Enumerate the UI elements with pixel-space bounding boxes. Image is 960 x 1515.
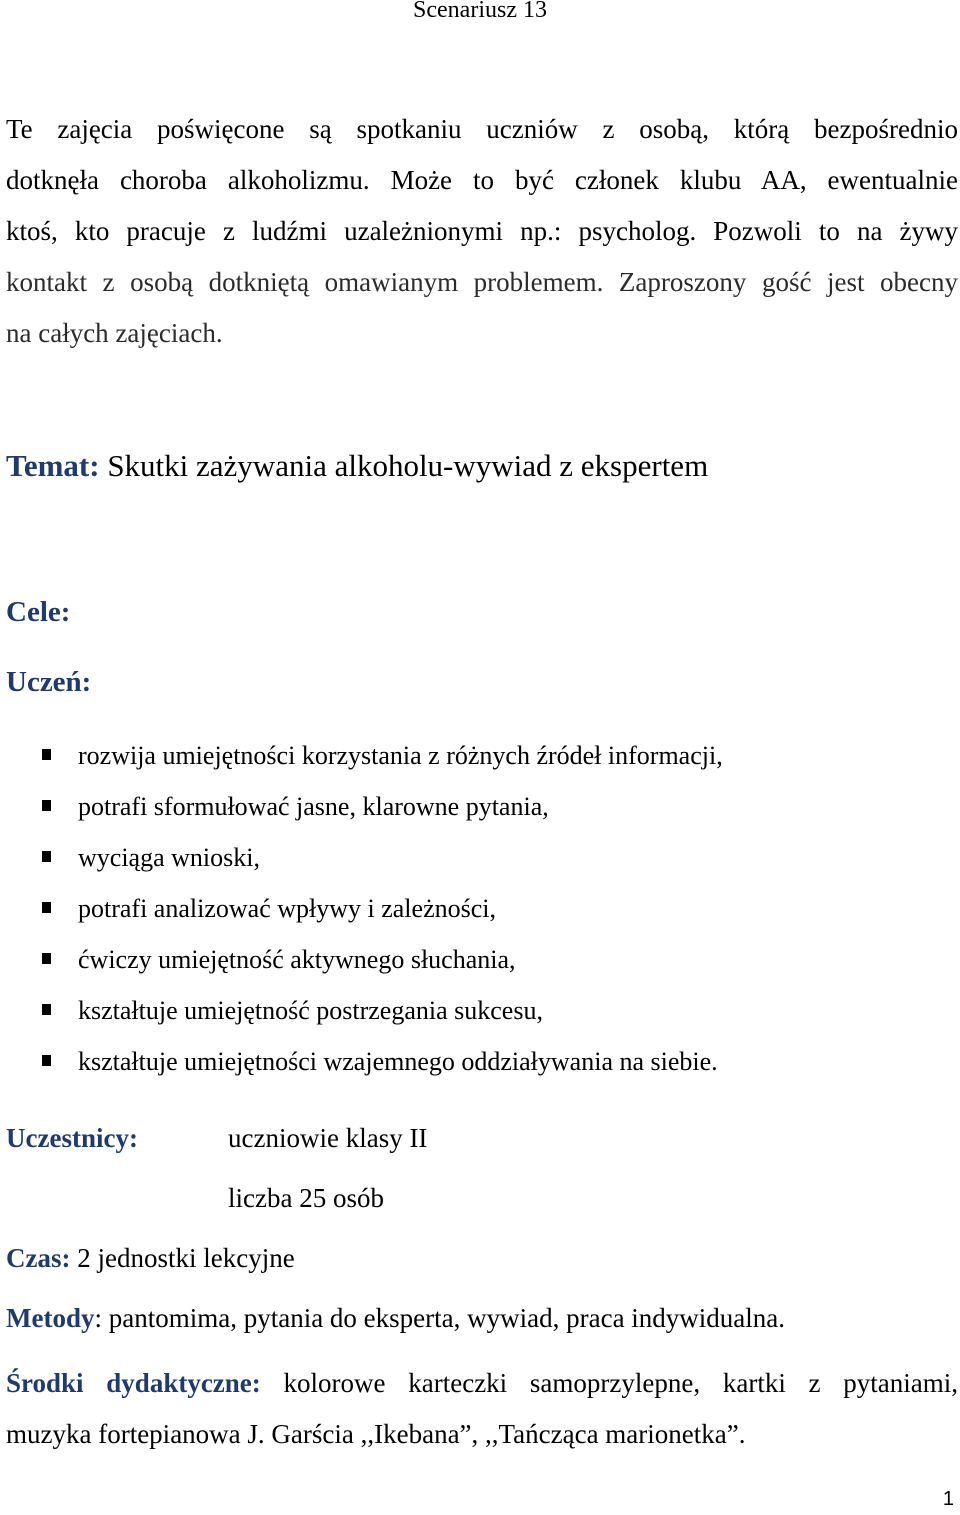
resources-line: muzyka fortepianowa J. Garścia ,,Ikebana”, ,,Tańcząca marionetka”. bbox=[6, 1419, 746, 1449]
list-item: wyciąga wnioski, bbox=[40, 832, 723, 883]
methods-text: : pantomima, pytania do eksperta, wywiad, praca indywidualna. bbox=[94, 1303, 786, 1333]
page-header: Scenariusz 13 bbox=[413, 0, 547, 23]
goals-list bbox=[40, 730, 723, 1087]
list-item: potrafi analizować wpływy i zależności, bbox=[40, 883, 723, 934]
participants-class: uczniowie klasy II bbox=[228, 1123, 428, 1153]
intro-line: ktoś, kto pracuje z ludźmi uzależnionymi np.: psycholog. Pozwoli to na żywy bbox=[6, 216, 958, 246]
intro-line: dotknęła choroba alkoholizmu. Może to być członek klubu AA, ewentualnie bbox=[6, 165, 958, 195]
bullet-icon bbox=[42, 800, 51, 811]
topic-text: Skutki zażywania alkoholu-wywiad z ekspertem bbox=[99, 448, 709, 483]
methods-label: Metody bbox=[6, 1303, 95, 1333]
topic bbox=[6, 444, 708, 488]
resources-label: Środki dydaktyczne: bbox=[6, 1368, 261, 1398]
bullet-icon bbox=[42, 1004, 51, 1015]
participants-label: Uczestnicy: bbox=[6, 1123, 138, 1153]
list-item: kształtuje umiejętność postrzegania sukcesu, bbox=[40, 985, 723, 1036]
time-text: 2 jednostki lekcyjne bbox=[70, 1243, 295, 1273]
resources-paragraph bbox=[6, 1358, 958, 1460]
bullet-icon bbox=[42, 1055, 51, 1066]
participants-label-row bbox=[6, 1118, 138, 1158]
intro-line: na całych zajęciach. bbox=[6, 318, 223, 348]
list-item: ćwiczy umiejętność aktywnego słuchania, bbox=[40, 934, 723, 985]
intro-line: Te zajęcia poświęcone są spotkaniu uczniów z osobą, którą bezpośrednio bbox=[6, 114, 958, 144]
list-item: potrafi sformułować jasne, klarowne pytania, bbox=[40, 781, 723, 832]
bullet-icon bbox=[42, 749, 51, 760]
page-number: 1 bbox=[942, 1488, 954, 1510]
student-label: Uczeń: bbox=[6, 666, 92, 698]
time-row bbox=[6, 1238, 295, 1278]
bullet-icon bbox=[42, 902, 51, 913]
list-item: rozwija umiejętności korzystania z różnych źródeł informacji, bbox=[40, 730, 723, 781]
participants-count: liczba 25 osób bbox=[228, 1183, 384, 1213]
goals-label: Cele: bbox=[6, 596, 71, 628]
bullet-icon bbox=[42, 851, 51, 862]
time-label: Czas: bbox=[6, 1243, 71, 1273]
intro-paragraph bbox=[6, 104, 958, 359]
bullet-icon bbox=[42, 953, 51, 964]
list-item: kształtuje umiejętności wzajemnego oddziaływania na siebie. bbox=[40, 1036, 723, 1087]
topic-label: Temat: bbox=[6, 448, 100, 483]
intro-line: kontakt z osobą dotkniętą omawianym problemem. Zaproszony gość jest obecny bbox=[6, 267, 958, 297]
methods-row bbox=[6, 1298, 785, 1338]
resources-line: Środki dydaktyczne: kolorowe karteczki samoprzylepne, kartki z pytaniami, bbox=[6, 1368, 959, 1398]
